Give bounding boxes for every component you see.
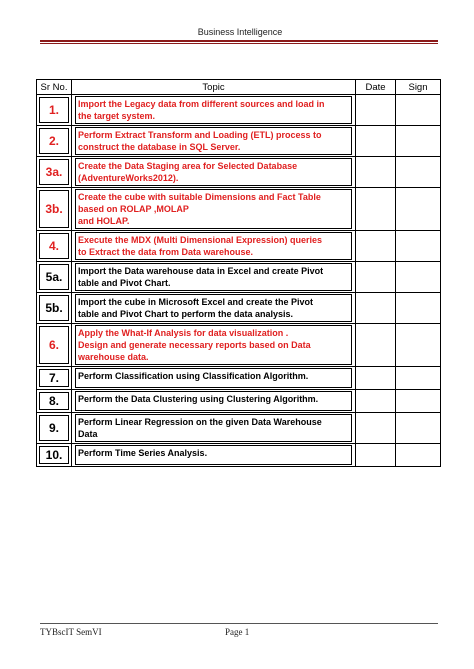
topic-line: Perform Extract Transform and Loading (ETL) process to bbox=[78, 130, 322, 140]
table-row bbox=[37, 262, 441, 293]
topic-text bbox=[75, 96, 352, 124]
sr-no: 5a. bbox=[39, 264, 69, 290]
topic-text bbox=[75, 391, 352, 411]
table-row bbox=[37, 413, 441, 444]
topic-line: warehouse data. bbox=[78, 352, 149, 362]
date-cell bbox=[356, 262, 396, 293]
footer-course-label: TYBscIT SemVI bbox=[40, 627, 102, 637]
topic-line: Perform the Data Clustering using Clustering Algorithm. bbox=[78, 394, 319, 404]
sign-cell bbox=[396, 262, 441, 293]
date-cell bbox=[356, 126, 396, 157]
sr-no: 7. bbox=[39, 369, 69, 387]
sr-no-cell bbox=[37, 157, 72, 188]
topic-text bbox=[75, 368, 352, 388]
column-header-topic: Topic bbox=[72, 80, 356, 95]
sign-cell bbox=[396, 444, 441, 467]
topic-line: Perform Linear Regression on the given Data Warehouse bbox=[78, 417, 322, 427]
topic-line: Apply the What-If Analysis for data visualization . bbox=[78, 328, 289, 338]
table-body bbox=[37, 95, 441, 467]
sign-cell bbox=[396, 324, 441, 367]
sr-no: 8. bbox=[39, 392, 69, 410]
topic-text bbox=[75, 294, 352, 322]
topic-cell bbox=[72, 126, 356, 157]
topic-text bbox=[75, 127, 352, 155]
table-row bbox=[37, 157, 441, 188]
footer-page-number: Page 1 bbox=[225, 627, 250, 637]
topic-cell bbox=[72, 367, 356, 390]
sign-cell bbox=[396, 157, 441, 188]
table-header-row bbox=[37, 80, 441, 95]
date-cell bbox=[356, 367, 396, 390]
sr-no-cell bbox=[37, 324, 72, 367]
topic-line: table and Pivot Chart to perform the data analysis. bbox=[78, 309, 294, 319]
date-cell bbox=[356, 390, 396, 413]
sr-no: 1. bbox=[39, 97, 69, 123]
date-cell bbox=[356, 188, 396, 231]
topic-line: the target system. bbox=[78, 111, 156, 121]
sr-no-cell bbox=[37, 444, 72, 467]
sr-no-cell bbox=[37, 390, 72, 413]
topic-line: based on ROLAP ,MOLAP bbox=[78, 204, 189, 214]
topic-text bbox=[75, 232, 352, 260]
topic-line: to Extract the data from Data warehouse. bbox=[78, 247, 254, 257]
sr-no: 3a. bbox=[39, 159, 69, 185]
topic-cell bbox=[72, 413, 356, 444]
sr-no-cell bbox=[37, 293, 72, 324]
topic-text bbox=[75, 325, 352, 365]
sr-no-cell bbox=[37, 262, 72, 293]
table-row bbox=[37, 188, 441, 231]
topic-text bbox=[75, 445, 352, 465]
sign-cell bbox=[396, 126, 441, 157]
topic-line: Import the Legacy data from different sources and load in bbox=[78, 99, 325, 109]
date-cell bbox=[356, 293, 396, 324]
sign-cell bbox=[396, 188, 441, 231]
sr-no-cell bbox=[37, 231, 72, 262]
topic-cell bbox=[72, 231, 356, 262]
topic-text bbox=[75, 414, 352, 442]
date-cell bbox=[356, 95, 396, 126]
topic-line: Create the Data Staging area for Selected Database bbox=[78, 161, 298, 171]
topic-text bbox=[75, 189, 352, 229]
sr-no-cell bbox=[37, 367, 72, 390]
date-cell bbox=[356, 157, 396, 188]
sr-no-cell bbox=[37, 95, 72, 126]
topic-line: Create the cube with suitable Dimensions and Fact Table bbox=[78, 192, 321, 202]
topic-line: Data bbox=[78, 429, 98, 439]
page-header: Business Intelligence bbox=[197, 27, 283, 37]
topic-line: Design and generate necessary reports based on Data bbox=[78, 340, 311, 350]
table-row bbox=[37, 95, 441, 126]
sr-no: 4. bbox=[39, 233, 69, 259]
sr-no: 9. bbox=[39, 415, 69, 441]
topic-line: table and Pivot Chart. bbox=[78, 278, 171, 288]
topic-cell bbox=[72, 444, 356, 467]
table-row bbox=[37, 293, 441, 324]
topic-cell bbox=[72, 293, 356, 324]
table-row bbox=[37, 390, 441, 413]
table-row bbox=[37, 324, 441, 367]
header-rule bbox=[40, 40, 438, 44]
topic-cell bbox=[72, 390, 356, 413]
table-row bbox=[37, 231, 441, 262]
topic-cell bbox=[72, 324, 356, 367]
topic-line: Import the Data warehouse data in Excel and create Pivot bbox=[78, 266, 324, 276]
column-header-date: Date bbox=[356, 80, 396, 95]
topic-line: Import the cube in Microsoft Excel and create the Pivot bbox=[78, 297, 314, 307]
topic-cell bbox=[72, 95, 356, 126]
table-row bbox=[37, 444, 441, 467]
topic-cell bbox=[72, 157, 356, 188]
sr-no: 2. bbox=[39, 128, 69, 154]
sign-cell bbox=[396, 95, 441, 126]
practical-index-table bbox=[36, 79, 441, 467]
topic-line: Perform Classification using Classification Algorithm. bbox=[78, 371, 309, 381]
topic-line: Perform Time Series Analysis. bbox=[78, 448, 208, 458]
column-header-sr-no: Sr No. bbox=[37, 80, 72, 95]
sign-cell bbox=[396, 293, 441, 324]
sr-no-cell bbox=[37, 126, 72, 157]
topic-line: construct the database in SQL Server. bbox=[78, 142, 241, 152]
date-cell bbox=[356, 324, 396, 367]
date-cell bbox=[356, 231, 396, 262]
column-header-sign: Sign bbox=[396, 80, 441, 95]
topic-text bbox=[75, 158, 352, 186]
sign-cell bbox=[396, 413, 441, 444]
sr-no: 3b. bbox=[39, 190, 69, 228]
sign-cell bbox=[396, 231, 441, 262]
page-footer bbox=[40, 623, 438, 637]
sr-no: 10. bbox=[39, 446, 69, 464]
table-row bbox=[37, 126, 441, 157]
sr-no: 5b. bbox=[39, 295, 69, 321]
date-cell bbox=[356, 444, 396, 467]
topic-cell bbox=[72, 188, 356, 231]
table-row bbox=[37, 367, 441, 390]
topic-text bbox=[75, 263, 352, 291]
sign-cell bbox=[396, 390, 441, 413]
topic-line: and HOLAP. bbox=[78, 216, 130, 226]
topic-line: (AdventureWorks2012). bbox=[78, 173, 179, 183]
topic-cell bbox=[72, 262, 356, 293]
topic-line: Execute the MDX (Multi Dimensional Expression) queries bbox=[78, 235, 323, 245]
sr-no-cell bbox=[37, 413, 72, 444]
date-cell bbox=[356, 413, 396, 444]
sr-no: 6. bbox=[39, 326, 69, 364]
sign-cell bbox=[396, 367, 441, 390]
sr-no-cell bbox=[37, 188, 72, 231]
